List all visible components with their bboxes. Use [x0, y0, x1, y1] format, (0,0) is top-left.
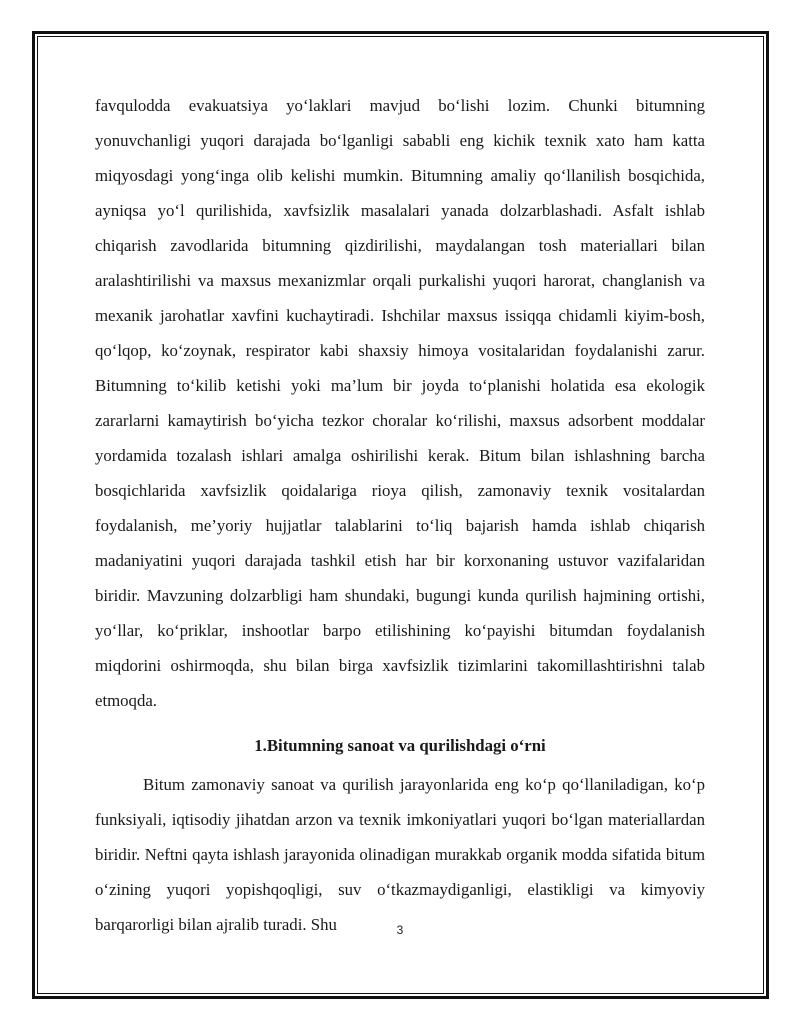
document-body: [95, 88, 705, 942]
section-heading: 1.Bitumning sanoat va qurilishdagi o‘rni: [254, 736, 546, 755]
body-paragraph: Bitum zamonaviy sanoat va qurilish jarayonlarida eng ko‘p qo‘llaniladigan, ko‘p funksiyali, iqtisodiy jihatdan arzon va texnik imkoniyatlari yuqori bo‘lgan materiallardan biridir. Neftni qayta ishlash jarayonida olinadigan murakkab organik modda sifatida bitum o‘zining yuqori yopishqoqligi, suv o‘tkazmaydiganligi, elastikligi va kimyoviy barqarorligi bilan ajralib turadi. Shu: [95, 775, 705, 934]
body-paragraph: favqulodda evakuatsiya yo‘laklari mavjud bo‘lishi lozim. Chunki bitumning yonuvchanligi yuqori darajada bo‘lganligi sababli eng kichik texnik xato ham katta miqyosdagi yong‘inga olib kelishi mumkin. Bitumning amaliy qo‘llanilish bosqichida, ayniqsa yo‘l qurilishida, xavfsizlik masalalari yanada dolzarblashadi. Asfalt ishlab chiqarish zavodlarida bitumning qizdirilishi, maydalangan tosh materiallari bilan aralashtirilishi va maxsus mexanizmlar orqali purkalishi yuqori harorat, changlanish va mexanik jarohatlar xavfini kuchaytiradi. Ishchilar maxsus issiqqa chidamli kiyim-bosh, qo‘lqop, ko‘zoynak, respirator kabi shaxsiy himoya vositalaridan foydalanishi zarur. Bitumning to‘kilib ketishi yoki ma’lum bir joyda to‘planishi holatida esa ekologik zararlarni kamaytirish bo‘yicha tezkor choralar ko‘rilishi, maxsus adsorbent moddalar yordamida tozalash ishlari amalga oshirilishi kerak. Bitum bilan ishlashning barcha bosqichlarida xavfsizlik qoidalariga rioya qilish, zamonaviy texnik vositalardan foydalanish, me’yoriy hujjatlar talablarini to‘liq bajarish hamda ishlab chiqarish madaniyatini yuqori darajada tashkil etish har bir korxonaning ustuvor vazifalaridan biridir. Mavzuning dolzarbligi ham shundaki, bugungi kunda qurilish hajmining ortishi, yo‘llar, ko‘priklar, inshootlar barpo etilishining ko‘payishi bitumdan foydalanish miqdorini oshirmoqda, shu bilan birga xavfsizlik tizimlarini takomillashtirishni talab etmoqda.: [95, 96, 705, 710]
page-number: 3: [396, 923, 404, 937]
